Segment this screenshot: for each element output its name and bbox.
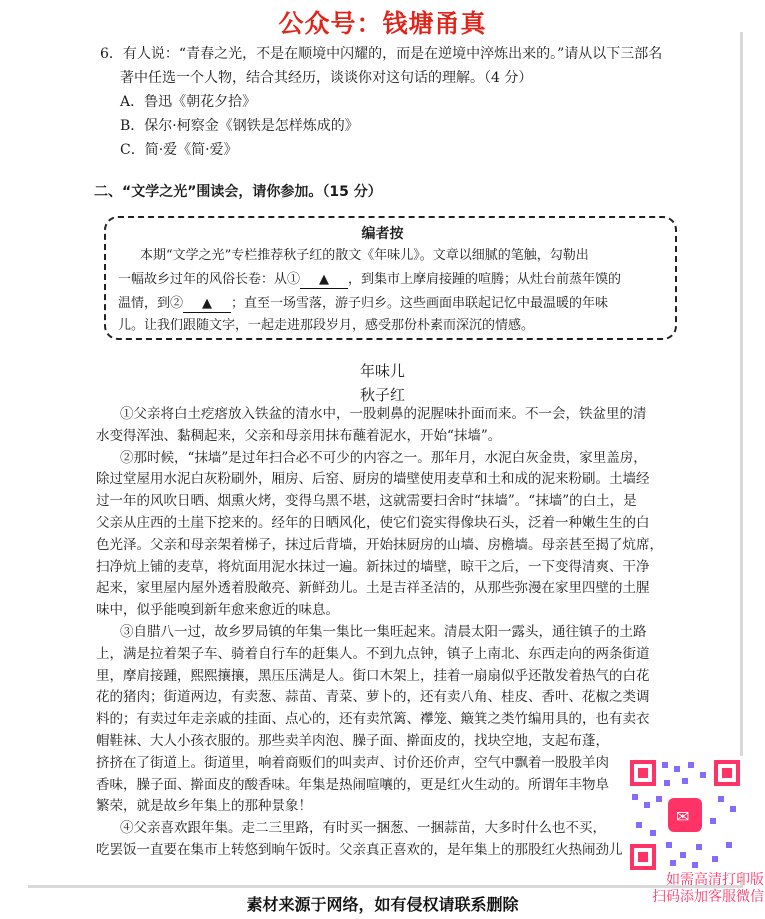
article-line: 味中，似乎能嗅到新年愈来愈近的味息。	[96, 602, 339, 619]
header-title: 公众号：钱塘甬真	[278, 9, 487, 38]
editor-note-title: 编者按	[361, 226, 404, 242]
article-line: 水变得浑浊、黏稠起来，父亲和母亲用抹布蘸着泥水，开始“抹墙”。	[96, 427, 502, 444]
article-line: 繁荣，就是故乡年集上的那种景象！	[96, 798, 312, 815]
editor-note-line4: 儿。让我们跟随文字，一起走进那段岁月，感受那份朴素而深沉的情感。	[118, 318, 535, 333]
q6-option-c: C．简·爱《简·爱》	[120, 142, 238, 158]
wechat-icon: ✉	[676, 807, 690, 826]
q6-option-a: A．鲁迅《朝花夕拾》	[120, 94, 257, 110]
article-line: ③自腊八一过，故乡罗局镇的年集一集比一集旺起来。清晨太阳一露头，通往镇子的土路	[120, 624, 647, 640]
article-line: ①父亲将白土疙瘩放入铁盆的清水中，一股刺鼻的泥腥味扑面而来。不一会，铁盆里的清	[120, 406, 647, 422]
article-line: 花的猪肉；街道两边，有卖葱、蒜苗、青菜、萝卜的，还有卖八角、桂皮、香叶、花椒之类调	[96, 689, 650, 706]
editor-note-line2: 一幅故乡过年的风俗长卷：从① ▲ ，到集市上摩肩接踵的喧腾；从灶台前蒸年馍的	[118, 272, 622, 287]
article-line: 过一年的风吹日晒、烟熏火烤，变得乌黑不堪，这就需要扫舍时“抹墙”。“抹墙”的白土，是	[96, 493, 637, 510]
editor-note-line1: 本期“文学之光”专栏推荐秋子红的散文《年味儿》。文章以细腻的笔触，勾勒出	[140, 248, 589, 263]
footer-note: 素材来源于网络，如有侵权请联系删除	[246, 895, 519, 914]
article-line: 除过堂屋用水泥白灰粉刷外，厢房、后窑、厨房的墙壁使用麦草和土和成的泥来粉刷。土墙经	[96, 471, 650, 488]
article-line: ②那时候，“抹墙”是过年扫合必不可少的内容之一。那年月，水泥白灰金贵，家里盖房，	[120, 449, 647, 466]
q6-option-b: B．保尔·柯察金《钢铁是怎样炼成的》	[120, 118, 359, 134]
q6-line1: 6．有人说：“青春之光，不是在顺境中闪耀的，而是在逆境中淬炼出来的。”请从以下三部名	[100, 46, 663, 62]
article-title: 年味儿	[359, 362, 405, 380]
article-line: 里，摩肩接踵，熙熙攘攘，黑压压满是人。街口木架上，挂着一扇扇似乎还散发着热气的白花	[96, 667, 650, 684]
blank-2: ▲	[183, 296, 231, 313]
section2-title: 二、“文学之光”围读会，请你参加。（15 分）	[94, 184, 382, 200]
article-line: 上，满是拉着架子车、骑着自行车的赶集人。不到九点钟，镇子上南北、东西走向的两条街道	[96, 645, 650, 662]
article-line: 帽鞋袜、大人小孩衣服的。那些卖羊肉泡、臊子面、擀面皮的，找块空地，支起布蓬，	[96, 733, 609, 749]
editor-note-line3: 温情，到② ▲ ；直至一场雪落，游子归乡。这些画面串联起记忆中最温暖的年味	[118, 296, 609, 311]
article-line: 料的；有卖过年走亲戚的挂面、点心的，还有卖笊篱、襻笼、簸箕之类竹编用具的，也有卖衣	[96, 711, 650, 728]
blank-1: ▲	[300, 272, 348, 289]
article-line: 吃罢饭一直要在集市上转悠到晌午饭时。父亲真正喜欢的，是年集上的那股红火热闹劲儿	[96, 842, 623, 858]
watermark-line2: 扫码添加客服微信	[652, 889, 764, 905]
article-author: 秋子红	[359, 386, 405, 404]
article-line: 色光泽。父亲和母亲架着梯子，抹过后背墙，开始抹厨房的山墙、房檐墙。母亲甚至揭了炕席，	[96, 536, 663, 553]
q6-line2: 著中任选一个人物，结合其经历，谈谈你对这句话的理解。（4 分）	[120, 70, 533, 86]
qr-code-icon	[626, 756, 744, 874]
article-line: 父亲从庄西的土崖下挖来的。经年的日晒风化，使它们瓷实得像块石头，泛着一种嫩生生的白	[96, 515, 650, 531]
article-line: 香味，臊子面、擀面皮的酸香味。年集是热闹喧嚷的，更是红火生动的。所谓年丰物阜	[96, 776, 609, 793]
article-line: 起来，家里屋内屋外透着股敞亮、新鲜劲儿。土是吉祥圣洁的，从那些弥漫在家里四壁的土腥	[96, 580, 650, 597]
watermark-line1: 如需高清打印版	[666, 872, 764, 888]
article-line: 挤挤在了街道上。街道里，响着商贩们的叫卖声、讨价还价声，空气中飘着一股股羊肉	[96, 754, 609, 771]
article-line: ④父亲喜欢跟年集。走二三里路，有时买一捆葱、一捆蒜苗，大多时什么也不买，	[120, 820, 606, 837]
article-line: 扫净炕上铺的麦草，将炕面用泥水抹过一遍。新抹过的墙壁，晾干之后，一下变得清爽、干净	[96, 558, 650, 575]
